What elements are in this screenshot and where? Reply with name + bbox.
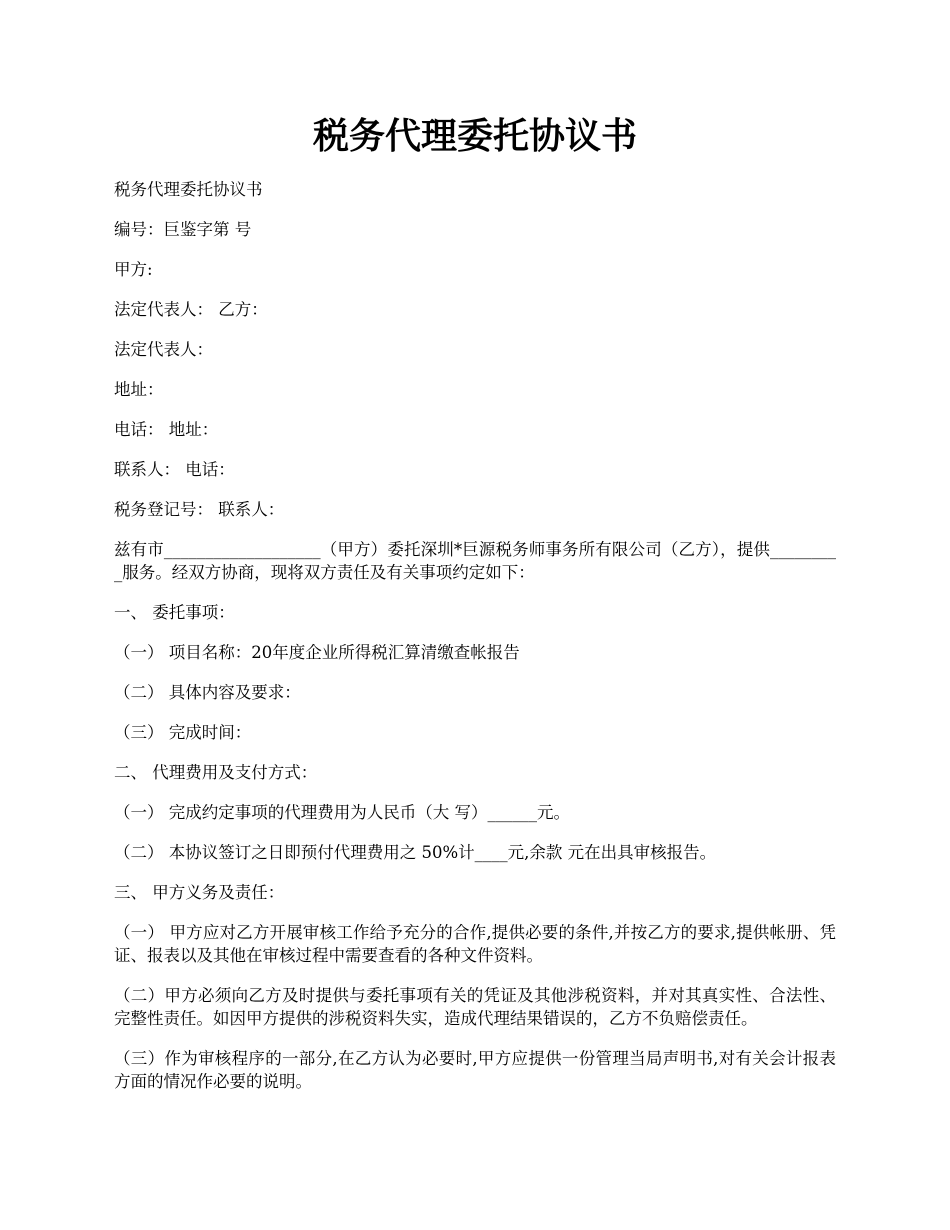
document-title: 税务代理委托协议书 [312, 115, 637, 157]
paragraph-item: （二） 本协议签订之日即预付代理费用之 50%计____元,余款 元在出具审核报告。 [114, 843, 717, 862]
paragraph-tax-reg-contact: 税务登记号： 联系人： [114, 500, 285, 519]
paragraph-intro: 兹有市___________________（甲方）委托深圳*巨源税务师事务所有限公司（乙方），提供_________服务。经双方协商，现将双方责任及有关事项约定如下： [114, 540, 836, 582]
paragraph-contact-phone: 联系人： 电话： [114, 460, 235, 479]
section-heading-1: 一、 委托事项： [114, 603, 235, 622]
paragraph-item: （二）甲方必须向乙方及时提供与委托事项有关的凭证及其他涉税资料，并对其真实性、合法性、完整性责任。如因甲方提供的涉税资料失实，造成代理结果错误的，乙方不负赔偿责任。 [114, 986, 836, 1028]
paragraph-item: （一） 完成约定事项的代理费用为人民币（大 写）______元。 [114, 803, 570, 822]
paragraph-legal-rep: 法定代表人： [114, 340, 213, 359]
document-body [114, 178, 836, 1110]
paragraph-item: （二） 具体内容及要求： [114, 683, 301, 702]
paragraph-legal-rep-party-b: 法定代表人： 乙方： [114, 300, 268, 319]
paragraph-item: （三） 完成时间： [114, 723, 252, 742]
paragraph-phone-address: 电话： 地址： [114, 420, 219, 439]
paragraph-address: 地址： [114, 380, 164, 399]
paragraph-item: （一） 项目名称：20年度企业所得税汇算清缴查帐报告 [114, 643, 520, 662]
paragraph-item: （三）作为审核程序的一部分,在乙方认为必要时,甲方应提供一份管理当局声明书,对有关会计报表方面的情况作必要的说明。 [114, 1049, 836, 1091]
paragraph-subtitle: 税务代理委托协议书 [114, 180, 263, 199]
paragraph-number: 编号：巨鉴字第 号 [114, 220, 252, 239]
section-heading-3: 三、 甲方义务及责任： [114, 883, 285, 902]
paragraph-party-a: 甲方: [114, 260, 153, 279]
section-heading-2: 二、 代理费用及支付方式： [114, 763, 318, 782]
paragraph-item: （一） 甲方应对乙方开展审核工作给予充分的合作,提供必要的条件,并按乙方的要求,提供帐册、凭证、报表以及其他在审核过程中需要查看的各种文件资料。 [114, 923, 836, 965]
